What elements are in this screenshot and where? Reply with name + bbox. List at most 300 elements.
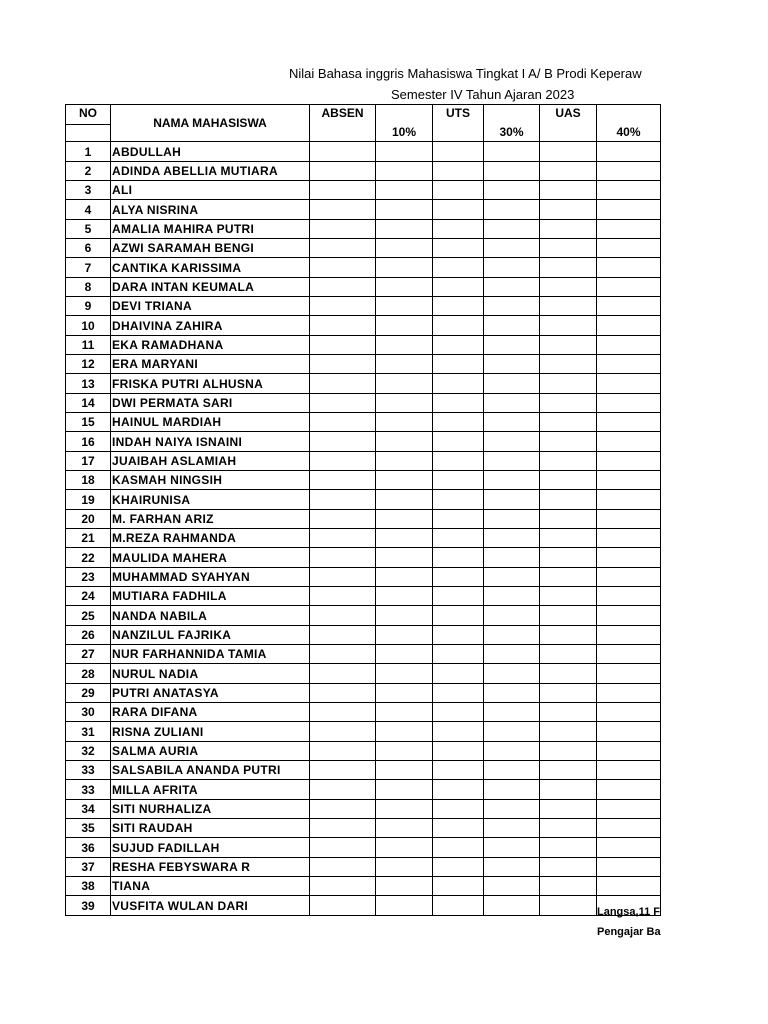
absen-cell [310, 568, 376, 587]
absen-pct-cell [376, 722, 433, 742]
student-name: M. FARHAN ARIZ [111, 510, 310, 529]
row-number: 20 [66, 510, 111, 529]
row-number: 21 [66, 529, 111, 548]
absen-cell [310, 355, 376, 374]
student-name: JUAIBAH ASLAMIAH [111, 452, 310, 471]
row-number: 18 [66, 471, 111, 490]
absen-cell [310, 780, 376, 800]
header-uas-pct: 40% [597, 105, 661, 142]
student-name: HAINUL MARDIAH [111, 413, 310, 432]
absen-cell [310, 278, 376, 297]
uts-pct-cell [484, 703, 540, 722]
absen-cell [310, 413, 376, 432]
row-number: 17 [66, 452, 111, 471]
uts-cell [433, 452, 484, 471]
uts-pct-cell [484, 568, 540, 587]
absen-cell [310, 587, 376, 606]
row-number: 5 [66, 220, 111, 239]
student-name: ALI [111, 181, 310, 200]
row-number: 2 [66, 162, 111, 181]
uas-pct-cell [597, 220, 661, 239]
uts-pct-cell [484, 181, 540, 200]
uts-pct-cell [484, 239, 540, 258]
absen-cell [310, 742, 376, 761]
absen-pct-cell [376, 162, 433, 181]
uas-cell [540, 452, 597, 471]
uts-pct-cell [484, 258, 540, 278]
uts-cell [433, 278, 484, 297]
student-name: SITI RAUDAH [111, 819, 310, 838]
uas-pct-cell [597, 568, 661, 587]
absen-pct-cell [376, 297, 433, 316]
uas-cell [540, 587, 597, 606]
uts-pct-cell [484, 510, 540, 529]
uts-pct-cell [484, 645, 540, 664]
uts-pct-cell [484, 490, 540, 510]
uas-pct-cell [597, 162, 661, 181]
student-name: SALMA AURIA [111, 742, 310, 761]
uts-pct-cell [484, 626, 540, 645]
uas-cell [540, 684, 597, 703]
uts-pct-cell [484, 742, 540, 761]
uts-cell [433, 239, 484, 258]
absen-pct-cell [376, 568, 433, 587]
header-no-blank [66, 125, 111, 142]
student-name: ADINDA ABELLIA MUTIARA [111, 162, 310, 181]
absen-cell [310, 336, 376, 355]
uas-cell [540, 471, 597, 490]
student-name: ERA MARYANI [111, 355, 310, 374]
absen-cell [310, 200, 376, 220]
uas-pct-cell [597, 819, 661, 838]
uas-cell [540, 896, 597, 916]
uas-pct-cell [597, 336, 661, 355]
uas-pct-cell [597, 529, 661, 548]
uas-pct-cell [597, 413, 661, 432]
uts-cell [433, 510, 484, 529]
absen-pct-cell [376, 858, 433, 877]
absen-cell [310, 896, 376, 916]
student-name: SUJUD FADILLAH [111, 838, 310, 858]
absen-pct-cell [376, 142, 433, 162]
absen-pct-cell [376, 181, 433, 200]
uts-cell [433, 220, 484, 239]
uts-cell [433, 374, 484, 394]
uas-cell [540, 162, 597, 181]
uts-pct-cell [484, 413, 540, 432]
uas-cell [540, 374, 597, 394]
table-row [66, 355, 661, 374]
uts-cell [433, 626, 484, 645]
uas-pct-cell [597, 684, 661, 703]
table-row [66, 548, 661, 568]
row-number: 37 [66, 858, 111, 877]
student-name: NANDA NABILA [111, 606, 310, 626]
uts-pct-cell [484, 200, 540, 220]
absen-pct-cell [376, 800, 433, 819]
uas-pct-cell [597, 278, 661, 297]
uts-pct-cell [484, 471, 540, 490]
uts-cell [433, 838, 484, 858]
absen-pct-cell [376, 471, 433, 490]
row-number: 27 [66, 645, 111, 664]
table-row [66, 800, 661, 819]
grades-table-body [66, 105, 661, 916]
absen-pct-cell [376, 413, 433, 432]
uas-pct-cell [597, 606, 661, 626]
table-row [66, 587, 661, 606]
student-name: AMALIA MAHIRA PUTRI [111, 220, 310, 239]
absen-cell [310, 722, 376, 742]
uas-pct-cell [597, 780, 661, 800]
uts-pct-cell [484, 896, 540, 916]
uas-cell [540, 780, 597, 800]
uts-cell [433, 568, 484, 587]
table-row [66, 220, 661, 239]
table-row [66, 181, 661, 200]
row-number: 19 [66, 490, 111, 510]
absen-cell [310, 490, 376, 510]
uts-cell [433, 664, 484, 684]
student-name: NANZILUL FAJRIKA [111, 626, 310, 645]
uts-pct-cell [484, 877, 540, 896]
uas-cell [540, 548, 597, 568]
uas-cell [540, 432, 597, 452]
row-number: 13 [66, 374, 111, 394]
absen-cell [310, 297, 376, 316]
uts-pct-cell [484, 606, 540, 626]
uts-pct-cell [484, 761, 540, 780]
row-number: 15 [66, 413, 111, 432]
uas-pct-cell [597, 722, 661, 742]
uts-cell [433, 529, 484, 548]
uas-pct-cell [597, 142, 661, 162]
uas-cell [540, 297, 597, 316]
row-number: 6 [66, 239, 111, 258]
table-row [66, 664, 661, 684]
table-row [66, 529, 661, 548]
uts-cell [433, 394, 484, 413]
student-name: SITI NURHALIZA [111, 800, 310, 819]
uas-cell [540, 181, 597, 200]
row-number: 25 [66, 606, 111, 626]
table-row [66, 838, 661, 858]
uas-cell [540, 568, 597, 587]
student-name: NUR FARHANNIDA TAMIA [111, 645, 310, 664]
uts-pct-cell [484, 529, 540, 548]
row-number: 4 [66, 200, 111, 220]
student-name: KHAIRUNISA [111, 490, 310, 510]
row-number: 16 [66, 432, 111, 452]
document-subtitle: Semester IV Tahun Ajaran 2023 [391, 87, 575, 102]
row-number: 36 [66, 838, 111, 858]
header-absen-pct: 10% [376, 105, 433, 142]
student-name: AZWI SARAMAH BENGI [111, 239, 310, 258]
absen-pct-cell [376, 587, 433, 606]
student-name: FRISKA PUTRI ALHUSNA [111, 374, 310, 394]
absen-cell [310, 819, 376, 838]
absen-pct-cell [376, 780, 433, 800]
absen-pct-cell [376, 316, 433, 336]
absen-cell [310, 142, 376, 162]
uts-cell [433, 858, 484, 877]
uts-pct-cell [484, 355, 540, 374]
uts-pct-cell [484, 684, 540, 703]
absen-cell [310, 258, 376, 278]
uts-pct-cell [484, 780, 540, 800]
table-row [66, 297, 661, 316]
table-row [66, 278, 661, 297]
uas-pct-cell [597, 761, 661, 780]
uts-cell [433, 800, 484, 819]
absen-cell [310, 510, 376, 529]
row-number: 32 [66, 742, 111, 761]
student-name: INDAH NAIYA ISNAINI [111, 432, 310, 452]
absen-pct-cell [376, 761, 433, 780]
row-number: 8 [66, 278, 111, 297]
uas-pct-cell [597, 239, 661, 258]
uts-pct-cell [484, 374, 540, 394]
student-name: SALSABILA ANANDA PUTRI [111, 761, 310, 780]
uas-pct-cell [597, 800, 661, 819]
absen-cell [310, 606, 376, 626]
header-uts: UTS [433, 105, 484, 142]
uas-cell [540, 877, 597, 896]
absen-pct-cell [376, 239, 433, 258]
absen-cell [310, 471, 376, 490]
absen-cell [310, 877, 376, 896]
uts-pct-cell [484, 664, 540, 684]
absen-cell [310, 548, 376, 568]
table-row [66, 258, 661, 278]
uts-pct-cell [484, 452, 540, 471]
uts-cell [433, 587, 484, 606]
absen-pct-cell [376, 278, 433, 297]
uas-cell [540, 258, 597, 278]
uas-cell [540, 606, 597, 626]
student-name: RESHA FEBYSWARA R [111, 858, 310, 877]
uts-pct-cell [484, 722, 540, 742]
student-name: ABDULLAH [111, 142, 310, 162]
table-row [66, 645, 661, 664]
absen-cell [310, 703, 376, 722]
table-row [66, 142, 661, 162]
uas-cell [540, 394, 597, 413]
uas-pct-cell [597, 452, 661, 471]
student-name: DWI PERMATA SARI [111, 394, 310, 413]
row-number: 33 [66, 780, 111, 800]
uts-cell [433, 742, 484, 761]
absen-cell [310, 432, 376, 452]
absen-cell [310, 761, 376, 780]
uts-cell [433, 181, 484, 200]
table-row [66, 432, 661, 452]
student-name: ALYA NISRINA [111, 200, 310, 220]
student-name: NURUL NADIA [111, 664, 310, 684]
uas-cell [540, 838, 597, 858]
row-number: 38 [66, 877, 111, 896]
uas-cell [540, 664, 597, 684]
student-name: M.REZA RAHMANDA [111, 529, 310, 548]
uas-cell [540, 761, 597, 780]
uas-pct-cell [597, 510, 661, 529]
uts-cell [433, 896, 484, 916]
absen-pct-cell [376, 606, 433, 626]
row-number: 28 [66, 664, 111, 684]
uts-cell [433, 142, 484, 162]
absen-cell [310, 626, 376, 645]
document-title: Nilai Bahasa inggris Mahasiswa Tingkat I A/ B Prodi Keperaw [289, 66, 642, 81]
absen-cell [310, 838, 376, 858]
absen-pct-cell [376, 220, 433, 239]
student-name: MAULIDA MAHERA [111, 548, 310, 568]
uas-cell [540, 316, 597, 336]
absen-pct-cell [376, 258, 433, 278]
footer-place-date: Langsa,11 F [597, 906, 660, 918]
student-name: KASMAH NINGSIH [111, 471, 310, 490]
uts-cell [433, 355, 484, 374]
uts-cell [433, 200, 484, 220]
student-name: PUTRI ANATASYA [111, 684, 310, 703]
absen-pct-cell [376, 490, 433, 510]
table-row [66, 490, 661, 510]
uas-cell [540, 336, 597, 355]
uas-pct-cell [597, 548, 661, 568]
table-row [66, 858, 661, 877]
row-number: 7 [66, 258, 111, 278]
absen-pct-cell [376, 529, 433, 548]
row-number: 31 [66, 722, 111, 742]
uts-cell [433, 258, 484, 278]
absen-pct-cell [376, 645, 433, 664]
table-row [66, 877, 661, 896]
uts-cell [433, 819, 484, 838]
uts-pct-cell [484, 142, 540, 162]
student-name: DHAIVINA ZAHIRA [111, 316, 310, 336]
uts-pct-cell [484, 819, 540, 838]
student-name: EKA RAMADHANA [111, 336, 310, 355]
absen-pct-cell [376, 452, 433, 471]
uas-cell [540, 510, 597, 529]
uts-cell [433, 606, 484, 626]
table-row [66, 684, 661, 703]
row-number: 23 [66, 568, 111, 587]
absen-pct-cell [376, 394, 433, 413]
absen-pct-cell [376, 510, 433, 529]
absen-cell [310, 452, 376, 471]
uas-pct-cell [597, 703, 661, 722]
uas-cell [540, 645, 597, 664]
uts-cell [433, 548, 484, 568]
uts-cell [433, 297, 484, 316]
uas-cell [540, 490, 597, 510]
uas-pct-cell [597, 858, 661, 877]
header-no: NO [66, 105, 111, 125]
absen-pct-cell [376, 355, 433, 374]
uas-pct-cell [597, 316, 661, 336]
table-row [66, 162, 661, 181]
uts-pct-cell [484, 800, 540, 819]
uas-cell [540, 220, 597, 239]
header-absen: ABSEN [310, 105, 376, 142]
absen-cell [310, 394, 376, 413]
student-name: CANTIKA KARISSIMA [111, 258, 310, 278]
table-row [66, 452, 661, 471]
absen-cell [310, 162, 376, 181]
uts-cell [433, 684, 484, 703]
uts-cell [433, 336, 484, 355]
row-number: 1 [66, 142, 111, 162]
footer-signer: Pengajar Ba [597, 926, 661, 938]
uts-pct-cell [484, 548, 540, 568]
uts-pct-cell [484, 162, 540, 181]
student-name: TIANA [111, 877, 310, 896]
absen-pct-cell [376, 684, 433, 703]
uas-pct-cell [597, 394, 661, 413]
table-row [66, 336, 661, 355]
uts-cell [433, 316, 484, 336]
uas-cell [540, 142, 597, 162]
uts-pct-cell [484, 278, 540, 297]
absen-cell [310, 181, 376, 200]
row-number: 11 [66, 336, 111, 355]
uts-cell [433, 490, 484, 510]
table-row [66, 626, 661, 645]
student-name: RARA DIFANA [111, 703, 310, 722]
absen-pct-cell [376, 838, 433, 858]
table-row [66, 200, 661, 220]
table-row [66, 316, 661, 336]
uas-cell [540, 819, 597, 838]
absen-pct-cell [376, 819, 433, 838]
uas-cell [540, 703, 597, 722]
row-number: 39 [66, 896, 111, 916]
table-row [66, 896, 661, 916]
uas-cell [540, 413, 597, 432]
row-number: 34 [66, 800, 111, 819]
student-name: DARA INTAN KEUMALA [111, 278, 310, 297]
uas-pct-cell [597, 587, 661, 606]
uas-cell [540, 529, 597, 548]
row-number: 33 [66, 761, 111, 780]
row-number: 22 [66, 548, 111, 568]
uas-pct-cell [597, 877, 661, 896]
uts-pct-cell [484, 316, 540, 336]
table-row [66, 742, 661, 761]
uts-cell [433, 413, 484, 432]
row-number: 12 [66, 355, 111, 374]
uas-pct-cell [597, 200, 661, 220]
table-row [66, 394, 661, 413]
row-number: 24 [66, 587, 111, 606]
table-row [66, 510, 661, 529]
uas-cell [540, 355, 597, 374]
uts-cell [433, 780, 484, 800]
header-uts-pct: 30% [484, 105, 540, 142]
row-number: 35 [66, 819, 111, 838]
uts-cell [433, 432, 484, 452]
absen-pct-cell [376, 336, 433, 355]
uts-cell [433, 761, 484, 780]
table-row [66, 703, 661, 722]
uts-pct-cell [484, 394, 540, 413]
absen-cell [310, 645, 376, 664]
absen-cell [310, 858, 376, 877]
uas-cell [540, 278, 597, 297]
absen-pct-cell [376, 742, 433, 761]
uas-pct-cell [597, 181, 661, 200]
absen-pct-cell [376, 548, 433, 568]
